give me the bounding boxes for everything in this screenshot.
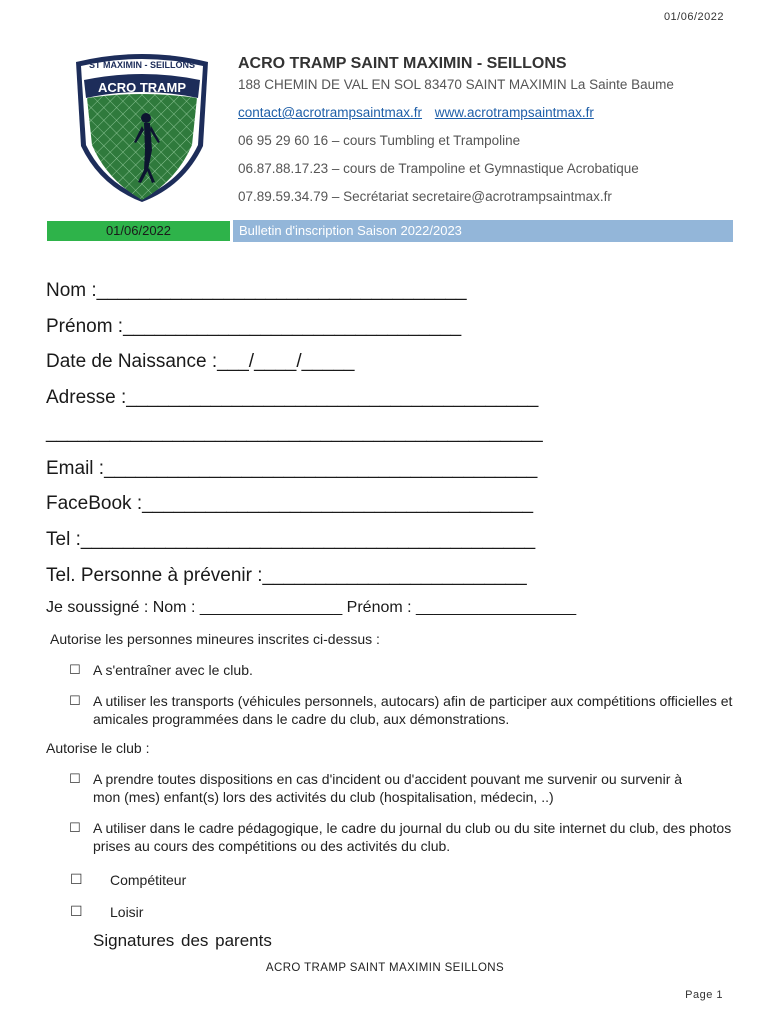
org-address: 188 CHEMIN DE VAL EN SOL 83470 SAINT MAXIMIN La Sainte Baume — [238, 77, 674, 92]
field-facebook[interactable]: FaceBook :_____________________________________ — [46, 493, 534, 514]
date-bar: 01/06/2022 — [47, 221, 230, 241]
page-number: Page 1 — [685, 989, 723, 1001]
org-links — [238, 105, 603, 120]
field-prenom[interactable]: Prénom :________________________________ — [46, 316, 462, 337]
checkbox-photos[interactable]: ☐ — [69, 820, 81, 835]
phone-line-3: 07.89.59.34.79 – Secrétariat secretaire@acrotrampsaintmax.fr — [238, 189, 612, 204]
option-competiteur: Compétiteur — [110, 872, 187, 888]
club-title: Autorise le club : — [46, 740, 150, 756]
field-soussigne[interactable]: Je soussigné : Nom : ________________ Prénom : __________________ — [46, 599, 577, 616]
logo-text-banner: ACRO TRAMP — [97, 80, 187, 95]
field-date-naissance[interactable]: Date de Naissance :___/____/_____ — [46, 351, 355, 372]
item-photos: A utiliser dans le cadre pédagogique, le cadre du journal du club ou du site internet du club, des photos prises au cours des compétitions ou des activités du club. — [93, 820, 732, 854]
phone-line-2: 06.87.88.17.23 – cours de Trampoline et Gymnastique Acrobatique — [238, 161, 639, 176]
bulletin-bar: Bulletin d'inscription Saison 2022/2023 — [233, 220, 733, 242]
checkbox-incident[interactable]: ☐ — [69, 771, 81, 786]
signature-label: Signatures des parents — [93, 931, 272, 950]
checkbox-transports[interactable]: ☐ — [69, 693, 81, 708]
field-email[interactable]: Email :_________________________________________ — [46, 458, 538, 479]
field-tel[interactable]: Tel :___________________________________________ — [46, 529, 536, 550]
checkbox-competiteur[interactable]: ☐ — [70, 871, 83, 887]
club-logo — [72, 50, 212, 202]
email-link[interactable]: contact@acrotrampsaintmax.fr — [238, 105, 423, 120]
field-adresse[interactable]: Adresse :_______________________________________ — [46, 387, 539, 408]
option-loisir: Loisir — [110, 904, 144, 920]
checkbox-entrainer[interactable]: ☐ — [69, 662, 81, 677]
website-link[interactable]: www.acrotrampsaintmax.fr — [434, 105, 594, 120]
logo-text-top: ST MAXIMIN - SEILLONS — [88, 60, 196, 70]
phone-line-1: 06 95 29 60 16 – cours Tumbling et Trampoline — [238, 133, 521, 148]
footer-org: ACRO TRAMP SAINT MAXIMIN SEILLONS — [265, 962, 505, 974]
field-adresse-line2[interactable]: _______________________________________________ — [46, 422, 543, 443]
field-nom[interactable]: Nom :___________________________________ — [46, 280, 467, 301]
top-date: 01/06/2022 — [663, 11, 724, 23]
item-incident: A prendre toutes dispositions en cas d'incident ou d'accident pouvant me survenir ou survenir à mon (mes) enfant(s) lors des activités du club (hospitalisation, médecin, ..) — [93, 771, 683, 805]
item-transports: A utiliser les transports (véhicules personnels, autocars) afin de participer aux compétitions officielles et amicales programmées dans le cadre du club, aux démonstrations. — [93, 693, 733, 727]
mineurs-title: Autorise les personnes mineures inscrites ci-dessus : — [50, 631, 380, 647]
org-title: ACRO TRAMP SAINT MAXIMIN - SEILLONS — [238, 55, 567, 72]
field-tel-urgence[interactable]: Tel. Personne à prévenir :_________________________ — [46, 565, 527, 586]
checkbox-loisir[interactable]: ☐ — [70, 903, 83, 919]
item-entrainer: A s'entraîner avec le club. — [93, 662, 253, 678]
